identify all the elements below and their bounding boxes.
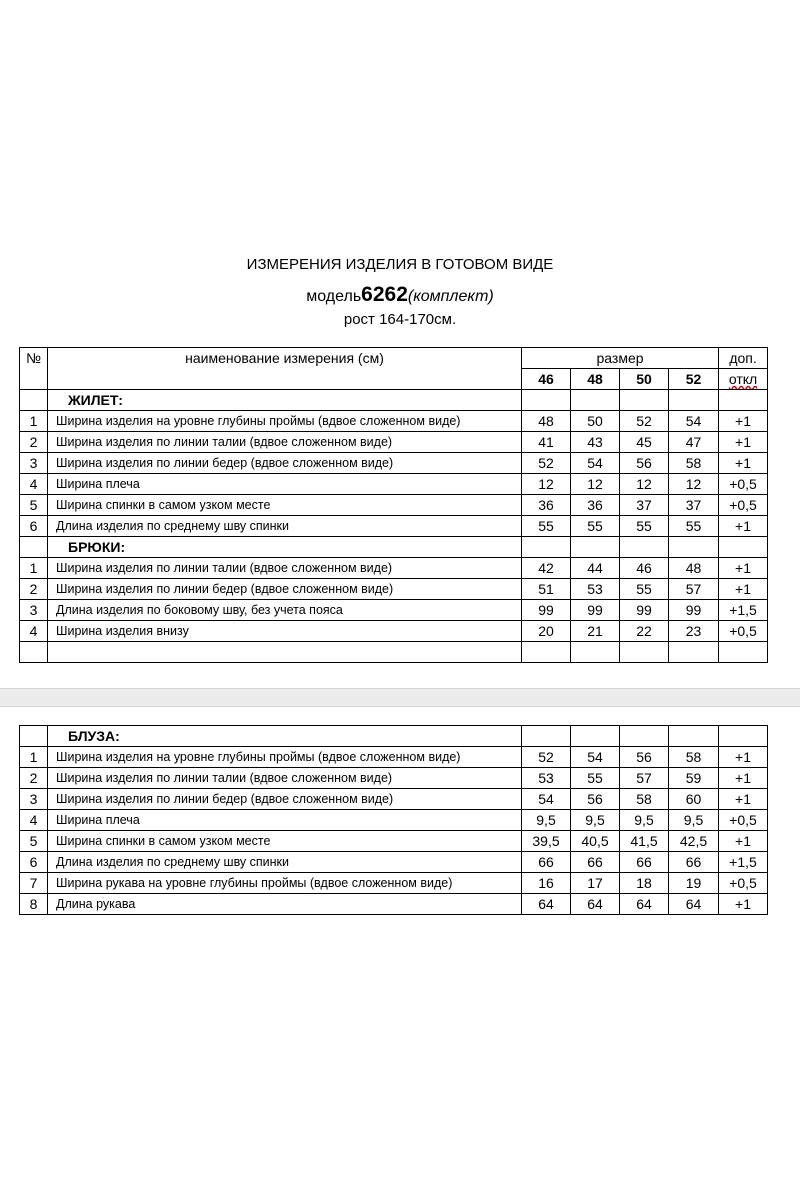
measurement-value: 9,5	[571, 810, 620, 831]
tolerance-value: +1,5	[719, 600, 768, 621]
model-prefix: модель	[306, 288, 362, 305]
measurement-value: 55	[620, 516, 669, 537]
measurement-value: 66	[669, 852, 719, 873]
measurement-row	[20, 831, 768, 852]
section-trousers	[20, 537, 768, 642]
section-title-empty-cell	[522, 390, 571, 411]
row-number: 4	[20, 474, 48, 495]
measurement-value: 64	[669, 894, 719, 915]
measurement-row	[20, 747, 768, 768]
section-title-empty-cell	[669, 726, 719, 747]
measurement-value: 64	[571, 894, 620, 915]
measurement-name: Ширина спинки в самом узком месте	[48, 831, 522, 852]
measurement-row	[20, 453, 768, 474]
measurement-value: 9,5	[522, 810, 571, 831]
measurement-value: 39,5	[522, 831, 571, 852]
measurement-name: Длина изделия по среднему шву спинки	[48, 852, 522, 873]
section-title-empty-cell	[719, 726, 768, 747]
row-number: 6	[20, 852, 48, 873]
measurement-value: 66	[620, 852, 669, 873]
measurement-value: 40,5	[571, 831, 620, 852]
row-number: 4	[20, 621, 48, 642]
measurement-row	[20, 852, 768, 873]
header-size: размер	[522, 348, 719, 369]
measurement-value: 42	[522, 558, 571, 579]
measurement-value: 12	[522, 474, 571, 495]
empty-cell	[719, 642, 768, 663]
section-title-row	[20, 390, 768, 411]
document-title: ИЗМЕРЕНИЯ ИЗДЕЛИЯ В ГОТОВОМ ВИДЕ	[246, 256, 554, 273]
model-number: 6262	[361, 283, 408, 306]
document-header	[0, 250, 800, 330]
measurement-name: Ширина изделия по линии талии (вдвое сложенном виде)	[48, 558, 522, 579]
measurement-name: Ширина плеча	[48, 810, 522, 831]
measurement-row	[20, 600, 768, 621]
empty-cell	[522, 642, 571, 663]
empty-cell	[571, 642, 620, 663]
measurement-name: Длина рукава	[48, 894, 522, 915]
section-title: ЖИЛЕТ:	[48, 390, 522, 411]
measurement-row	[20, 579, 768, 600]
measurement-value: 37	[620, 495, 669, 516]
header-row	[20, 348, 768, 369]
row-number: 5	[20, 831, 48, 852]
row-number: 7	[20, 873, 48, 894]
measurement-row	[20, 558, 768, 579]
measurement-value: 22	[620, 621, 669, 642]
measurement-value: 54	[522, 789, 571, 810]
measurement-value: 47	[669, 432, 719, 453]
section-title-empty-cell	[669, 390, 719, 411]
header-size-50: 50	[620, 369, 669, 390]
measurement-row	[20, 474, 768, 495]
measurement-value: 52	[620, 411, 669, 432]
measurement-name: Ширина изделия по линии талии (вдвое сложенном виде)	[48, 768, 522, 789]
row-number: 2	[20, 768, 48, 789]
row-number: 2	[20, 432, 48, 453]
measurement-value: 42,5	[669, 831, 719, 852]
tolerance-value: +1	[719, 558, 768, 579]
measurement-value: 37	[669, 495, 719, 516]
measurement-value: 18	[620, 873, 669, 894]
measurement-value: 55	[571, 516, 620, 537]
tolerance-value: +1	[719, 894, 768, 915]
section-title-empty-cell	[522, 537, 571, 558]
measurement-row	[20, 810, 768, 831]
section-title: БЛУЗА:	[48, 726, 522, 747]
measurement-value: 20	[522, 621, 571, 642]
row-number: 8	[20, 894, 48, 915]
measurement-row	[20, 789, 768, 810]
header-no: №	[20, 348, 48, 390]
section-title-empty-cell	[571, 726, 620, 747]
header-tol-1: доп.	[719, 348, 768, 369]
tolerance-value: +0,5	[719, 495, 768, 516]
measurement-value: 23	[669, 621, 719, 642]
measurement-value: 41,5	[620, 831, 669, 852]
header-size-46: 46	[522, 369, 571, 390]
measurement-value: 58	[620, 789, 669, 810]
row-number: 2	[20, 579, 48, 600]
measurement-name: Ширина изделия по линии бедер (вдвое сложенном виде)	[48, 453, 522, 474]
section-title-empty-cell	[719, 537, 768, 558]
section-title-empty-cell	[522, 726, 571, 747]
tolerance-value: +1	[719, 579, 768, 600]
section-title-empty-cell	[719, 390, 768, 411]
measurements-table-vest-trousers	[19, 347, 768, 663]
header-name: наименование измерения (см)	[48, 348, 522, 390]
row-number: 1	[20, 558, 48, 579]
section-title-row	[20, 537, 768, 558]
measurement-name: Ширина изделия по линии бедер (вдвое сложенном виде)	[48, 789, 522, 810]
measurement-name: Ширина спинки в самом узком месте	[48, 495, 522, 516]
row-number: 3	[20, 600, 48, 621]
measurement-row	[20, 894, 768, 915]
section-title-empty-cell	[620, 390, 669, 411]
measurement-value: 55	[669, 516, 719, 537]
measurement-value: 45	[620, 432, 669, 453]
section-title-empty-cell	[571, 537, 620, 558]
row-number: 1	[20, 411, 48, 432]
measurement-value: 99	[571, 600, 620, 621]
tolerance-value: +0,5	[719, 621, 768, 642]
measurement-value: 56	[620, 453, 669, 474]
measurement-value: 58	[669, 453, 719, 474]
measurement-value: 59	[669, 768, 719, 789]
measurement-value: 48	[669, 558, 719, 579]
measurement-name: Ширина изделия на уровне глубины проймы (вдвое сложенном виде)	[48, 411, 522, 432]
measurement-value: 55	[522, 516, 571, 537]
measurement-value: 58	[669, 747, 719, 768]
measurement-value: 9,5	[669, 810, 719, 831]
measurement-value: 46	[620, 558, 669, 579]
measurement-value: 52	[522, 747, 571, 768]
measurement-value: 57	[669, 579, 719, 600]
row-number: 4	[20, 810, 48, 831]
header-tol-2	[719, 369, 768, 390]
measurement-value: 54	[571, 453, 620, 474]
measurement-value: 21	[571, 621, 620, 642]
tolerance-value: +1,5	[719, 852, 768, 873]
measurement-value: 36	[571, 495, 620, 516]
measurement-value: 99	[669, 600, 719, 621]
section-blouse	[20, 726, 768, 915]
measurement-value: 48	[522, 411, 571, 432]
model-line	[0, 284, 800, 308]
measurement-value: 66	[522, 852, 571, 873]
measurement-name: Ширина рукава на уровне глубины проймы (вдвое сложенном виде)	[48, 873, 522, 894]
tolerance-value: +1	[719, 432, 768, 453]
section-title-spacer	[20, 537, 48, 558]
measurement-value: 54	[571, 747, 620, 768]
header-size-48: 48	[571, 369, 620, 390]
measurement-value: 36	[522, 495, 571, 516]
measurement-value: 56	[571, 789, 620, 810]
row-number: 1	[20, 747, 48, 768]
section-title-spacer	[20, 390, 48, 411]
section-title-empty-cell	[620, 726, 669, 747]
measurement-name: Ширина плеча	[48, 474, 522, 495]
measurement-row	[20, 516, 768, 537]
measurement-value: 54	[669, 411, 719, 432]
model-suffix: (комплект)	[407, 288, 494, 305]
measurement-row	[20, 432, 768, 453]
measurement-value: 64	[620, 894, 669, 915]
height-line: рост 164-170см.	[343, 311, 457, 328]
section-title-empty-cell	[669, 537, 719, 558]
measurement-value: 99	[522, 600, 571, 621]
measurement-value: 12	[571, 474, 620, 495]
row-number: 3	[20, 453, 48, 474]
measurement-value: 53	[522, 768, 571, 789]
tolerance-value: +1	[719, 747, 768, 768]
measurement-row	[20, 768, 768, 789]
measurement-value: 60	[669, 789, 719, 810]
measurement-value: 55	[620, 579, 669, 600]
measurement-value: 12	[620, 474, 669, 495]
tolerance-value: +1	[719, 516, 768, 537]
empty-cell	[48, 642, 522, 663]
measurement-name: Ширина изделия по линии талии (вдвое сложенном виде)	[48, 432, 522, 453]
measurement-value: 44	[571, 558, 620, 579]
empty-row	[20, 642, 768, 663]
tolerance-value: +1	[719, 789, 768, 810]
section-vest	[20, 390, 768, 537]
section-title-empty-cell	[571, 390, 620, 411]
section-title-empty-cell	[620, 537, 669, 558]
section-title-row	[20, 726, 768, 747]
measurement-value: 99	[620, 600, 669, 621]
section-title-spacer	[20, 726, 48, 747]
measurement-value: 19	[669, 873, 719, 894]
measurement-value: 57	[620, 768, 669, 789]
measurement-value: 55	[571, 768, 620, 789]
measurement-value: 9,5	[620, 810, 669, 831]
measurement-row	[20, 411, 768, 432]
row-number: 6	[20, 516, 48, 537]
tolerance-value: +1	[719, 453, 768, 474]
measurement-value: 51	[522, 579, 571, 600]
empty-cell	[620, 642, 669, 663]
measurement-name: Ширина изделия на уровне глубины проймы (вдвое сложенном виде)	[48, 747, 522, 768]
tolerance-value: +1	[719, 768, 768, 789]
measurement-value: 53	[571, 579, 620, 600]
measurement-value: 52	[522, 453, 571, 474]
measurement-value: 64	[522, 894, 571, 915]
measurement-name: Ширина изделия по линии бедер (вдвое сложенном виде)	[48, 579, 522, 600]
empty-cell	[20, 642, 48, 663]
measurement-name: Ширина изделия внизу	[48, 621, 522, 642]
tolerance-value: +0,5	[719, 810, 768, 831]
header-size-52: 52	[669, 369, 719, 390]
measurement-row	[20, 873, 768, 894]
measurement-value: 43	[571, 432, 620, 453]
measurement-value: 12	[669, 474, 719, 495]
measurement-name: Длина изделия по среднему шву спинки	[48, 516, 522, 537]
tolerance-value: +0,5	[719, 873, 768, 894]
measurement-name: Длина изделия по боковому шву, без учета пояса	[48, 600, 522, 621]
measurement-value: 50	[571, 411, 620, 432]
header-tol-2-text: откл	[728, 371, 758, 387]
tolerance-value: +1	[719, 411, 768, 432]
page-separator	[0, 688, 800, 707]
row-number: 5	[20, 495, 48, 516]
measurement-value: 16	[522, 873, 571, 894]
tolerance-value: +1	[719, 831, 768, 852]
empty-cell	[669, 642, 719, 663]
measurement-value: 17	[571, 873, 620, 894]
measurement-value: 41	[522, 432, 571, 453]
measurement-value: 56	[620, 747, 669, 768]
measurement-value: 66	[571, 852, 620, 873]
section-title: БРЮКИ:	[48, 537, 522, 558]
tolerance-value: +0,5	[719, 474, 768, 495]
measurements-table-blouse	[19, 725, 768, 915]
measurement-row	[20, 621, 768, 642]
measurement-row	[20, 495, 768, 516]
row-number: 3	[20, 789, 48, 810]
